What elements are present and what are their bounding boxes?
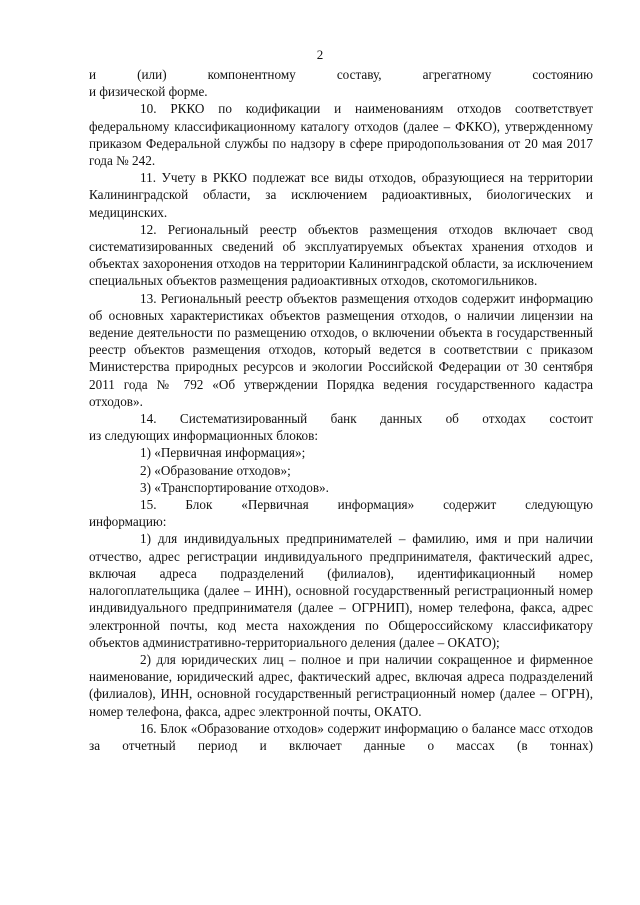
paragraph-11: 11. Учету в РККО подлежат все виды отходов, образующиеся на территории Калининградской области, за исключением радиоактивных, биологических и медицинских.	[89, 170, 593, 220]
list-item-1: 1) «Первичная информация»;	[140, 445, 306, 461]
paragraph-14-end: из следующих информационных блоков:	[89, 428, 319, 444]
list-item-2: 2) «Образование отходов»;	[140, 462, 291, 478]
paragraph-12: 12. Региональный реестр объектов размещения отходов включает свод систематизированных сведений об эксплуатируемых объектах хранения отходов и объектах захоронения отходов на территории Калининградской области, за исключением специальных объектов размещения радиоактивных отходов, скотомогильников.	[89, 221, 593, 289]
paragraph-continuation: и (или) компонентному составу, агрегатному состоянию	[89, 67, 593, 82]
page-number: 2	[316, 47, 324, 62]
paragraph-15: 15. Блок «Первичная информация» содержит следующую	[140, 497, 593, 513]
document-body	[89, 66, 593, 754]
list-item-3: 3) «Транспортирование отходов».	[140, 479, 329, 495]
paragraph-14: 14. Систематизированный банк данных об отходах состоит	[140, 411, 593, 427]
paragraph-10: 10. РККО по кодификации и наименованиям отходов соответствует федеральному классификационному каталогу отходов (далее – ФККО), утвержденному приказом Федеральной службы по надзору в сфере природопользования от 20 мая 2017 года № 242.	[89, 101, 593, 169]
paragraph-16: 16. Блок «Образование отходов» содержит информацию о балансе масс отходов за отчетный период и включает данные о массах (в тоннах)	[89, 720, 593, 753]
subitem-2: 2) для юридических лиц – полное и при наличии сокращенное и фирменное наименование, юридический адрес, фактический адрес, включая адреса подразделений (филиалов), ИНН, основной государственный регистрационный номер (далее – ОГРН), номер телефона, факса, адрес электронной почты, ОКАТО.	[89, 651, 593, 719]
paragraph-15-end: информацию:	[89, 514, 167, 530]
paragraph-13: 13. Региональный реестр объектов размещения отходов содержит информацию об основных характеристиках объектов размещения отходов, о наличии лицензии на ведение деятельности по размещению отходов, о включении объекта в государственный реестр объектов размещения отходов, который ведется в соответствии с приказом Министерства природных ресурсов и экологии Российской Федерации от 30 сентября 2011 года № 792 «Об утверждении Порядка ведения государственного кадастра отходов».	[89, 290, 593, 409]
paragraph-continuation-end: и физической форме.	[89, 84, 208, 100]
subitem-1: 1) для индивидуальных предпринимателей – фамилию, имя и при наличии отчество, адрес регистрации индивидуального предпринимателя, фактический адрес, включая адреса подразделений (филиалов), идентификационный номер налогоплательщика (далее – ИНН), основной государственный регистрационный номер индивидуального предпринимателя (далее – ОГРНИП), номер телефона, факса, адрес электронной почты, код места нахождения по Общероссийскому классификатору объектов административно-территориального деления (далее – ОКАТО);	[89, 531, 593, 650]
